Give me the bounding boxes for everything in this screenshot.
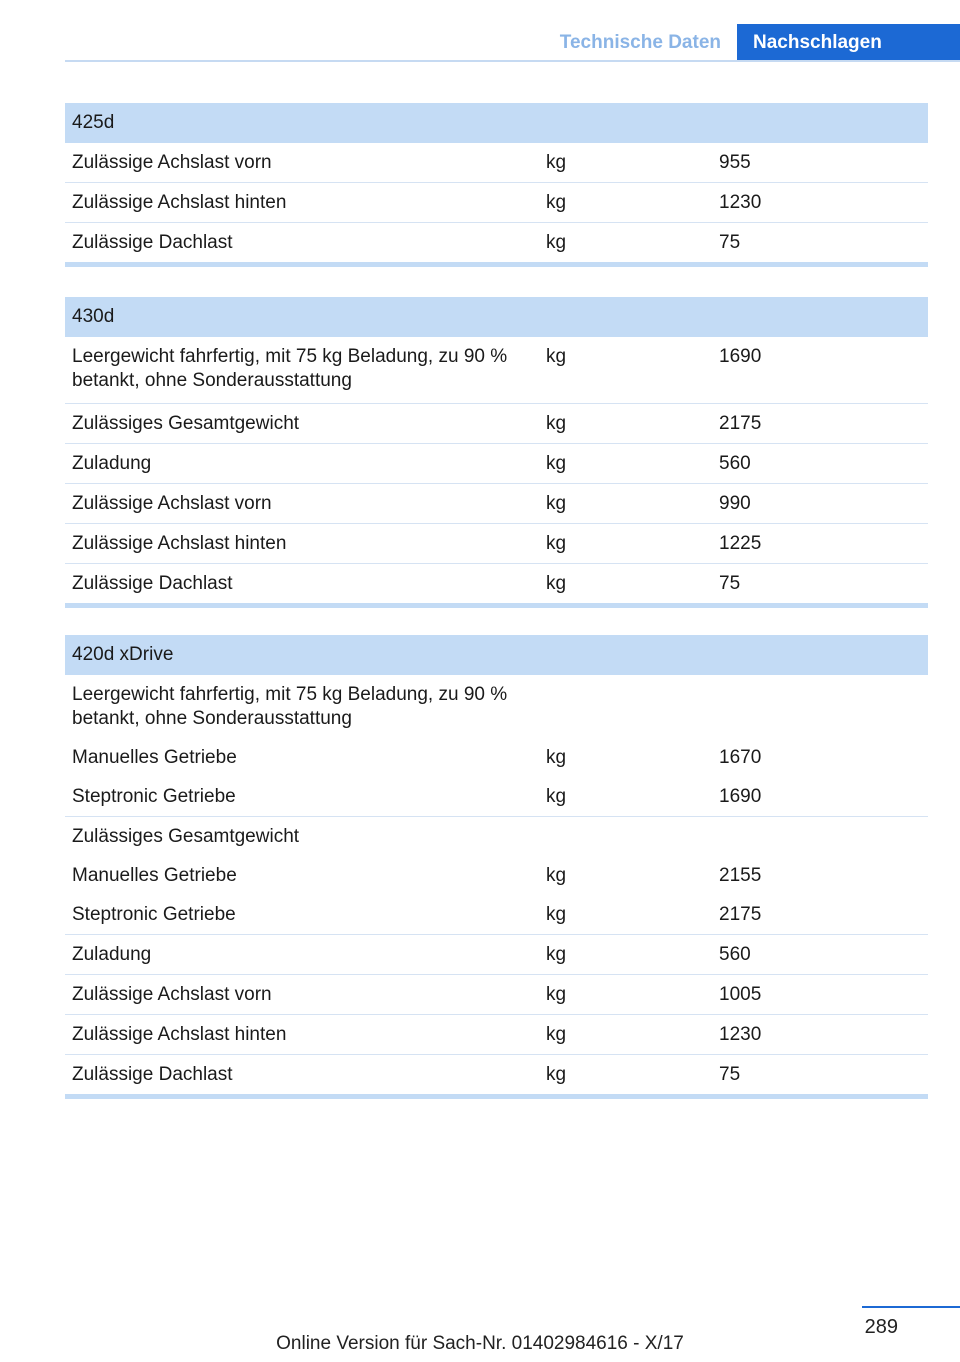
row-label: Steptronic Getriebe <box>72 904 236 925</box>
table-row <box>65 895 928 935</box>
row-unit: kg <box>546 786 567 807</box>
row-unit: kg <box>546 747 567 768</box>
row-label: Zulässige Achslast hinten <box>72 533 287 554</box>
table-row <box>65 738 928 777</box>
table-row <box>65 183 928 223</box>
table-title: 425d <box>65 103 928 143</box>
row-label: Zulässige Dachlast <box>72 573 233 594</box>
row-value: 1230 <box>719 192 762 213</box>
table-row <box>65 564 928 603</box>
row-label: Zulässige Achslast vorn <box>72 984 272 1005</box>
row-label: Steptronic Getriebe <box>72 786 236 807</box>
table-row <box>65 675 928 738</box>
table-row <box>65 143 928 183</box>
section-tab: Technische Daten <box>559 32 721 53</box>
row-value: 2175 <box>719 904 762 925</box>
table-row <box>65 817 928 856</box>
row-label: Leergewicht fahrfertig, mit 75 kg Beladung, zu 90 % betankt, ohne Sonderausstattung <box>72 346 508 391</box>
row-label: Zulässige Achslast hinten <box>72 192 287 213</box>
row-label: Manuelles Getriebe <box>72 747 237 768</box>
row-value: 1690 <box>719 346 762 367</box>
row-label: Zulässige Achslast vorn <box>72 493 272 514</box>
row-value: 75 <box>719 573 741 594</box>
chapter-tab: Nachschlagen <box>737 24 960 62</box>
row-unit: kg <box>546 152 567 173</box>
row-unit: kg <box>546 413 567 434</box>
table-footer-bar <box>65 262 928 267</box>
row-unit: kg <box>546 1024 567 1045</box>
row-value: 560 <box>719 944 751 965</box>
row-label: Manuelles Getriebe <box>72 865 237 886</box>
row-value: 1230 <box>719 1024 762 1045</box>
row-value <box>712 675 928 738</box>
table-row <box>65 777 928 817</box>
table-row <box>65 444 928 484</box>
table-title: 420d xDrive <box>65 635 928 675</box>
row-label: Zulässiges Gesamtgewicht <box>72 826 300 847</box>
table-footer-bar <box>65 1094 928 1099</box>
table-row <box>65 404 928 444</box>
table-row <box>65 1015 928 1055</box>
row-value: 955 <box>719 152 751 173</box>
spec-table-425d <box>65 103 928 267</box>
row-unit: kg <box>546 865 567 886</box>
row-unit: kg <box>546 232 567 253</box>
table-footer-bar <box>65 603 928 608</box>
page-number: 289 <box>864 1316 898 1338</box>
row-label: Leergewicht fahrfertig, mit 75 kg Beladung, zu 90 % betankt, ohne Sonderausstattung <box>72 684 508 729</box>
table-row <box>65 337 928 404</box>
row-unit: kg <box>546 1064 567 1085</box>
row-value: 2175 <box>719 413 762 434</box>
row-unit <box>539 675 712 738</box>
table-row <box>65 935 928 975</box>
table-row <box>65 484 928 524</box>
row-label: Zulässiges Gesamtgewicht <box>72 413 300 434</box>
table-title: 430d <box>65 297 928 337</box>
row-label: Zuladung <box>72 944 152 965</box>
row-value: 1005 <box>719 984 762 1005</box>
row-value: 560 <box>719 453 751 474</box>
row-label: Zulässige Dachlast <box>72 1064 233 1085</box>
spec-table-420d-xdrive <box>65 635 928 1099</box>
row-label: Zuladung <box>72 453 152 474</box>
table-row <box>65 1055 928 1094</box>
row-unit <box>539 817 712 856</box>
row-unit: kg <box>546 453 567 474</box>
header-divider <box>65 60 960 62</box>
row-value: 75 <box>719 1064 741 1085</box>
page-header <box>65 24 960 62</box>
row-unit: kg <box>546 573 567 594</box>
row-value: 990 <box>719 493 751 514</box>
row-value <box>712 817 928 856</box>
spec-table-430d <box>65 297 928 608</box>
table-row <box>65 223 928 262</box>
row-unit: kg <box>546 984 567 1005</box>
row-label: Zulässige Achslast vorn <box>72 152 272 173</box>
row-unit: kg <box>546 493 567 514</box>
row-unit: kg <box>546 533 567 554</box>
row-value: 1690 <box>719 786 762 807</box>
row-value: 2155 <box>719 865 762 886</box>
row-label: Zulässige Achslast hinten <box>72 1024 287 1045</box>
table-row <box>65 524 928 564</box>
footer-divider <box>862 1306 960 1308</box>
table-row <box>65 856 928 895</box>
row-value: 1225 <box>719 533 762 554</box>
row-unit: kg <box>546 192 567 213</box>
row-unit: kg <box>546 904 567 925</box>
row-value: 1670 <box>719 747 762 768</box>
row-value: 75 <box>719 232 741 253</box>
row-unit: kg <box>546 944 567 965</box>
row-unit: kg <box>546 346 567 367</box>
row-label: Zulässige Dachlast <box>72 232 233 253</box>
table-row <box>65 975 928 1015</box>
online-version-note: Online Version für Sach-Nr. 01402984616 - X/17 <box>276 1333 684 1354</box>
